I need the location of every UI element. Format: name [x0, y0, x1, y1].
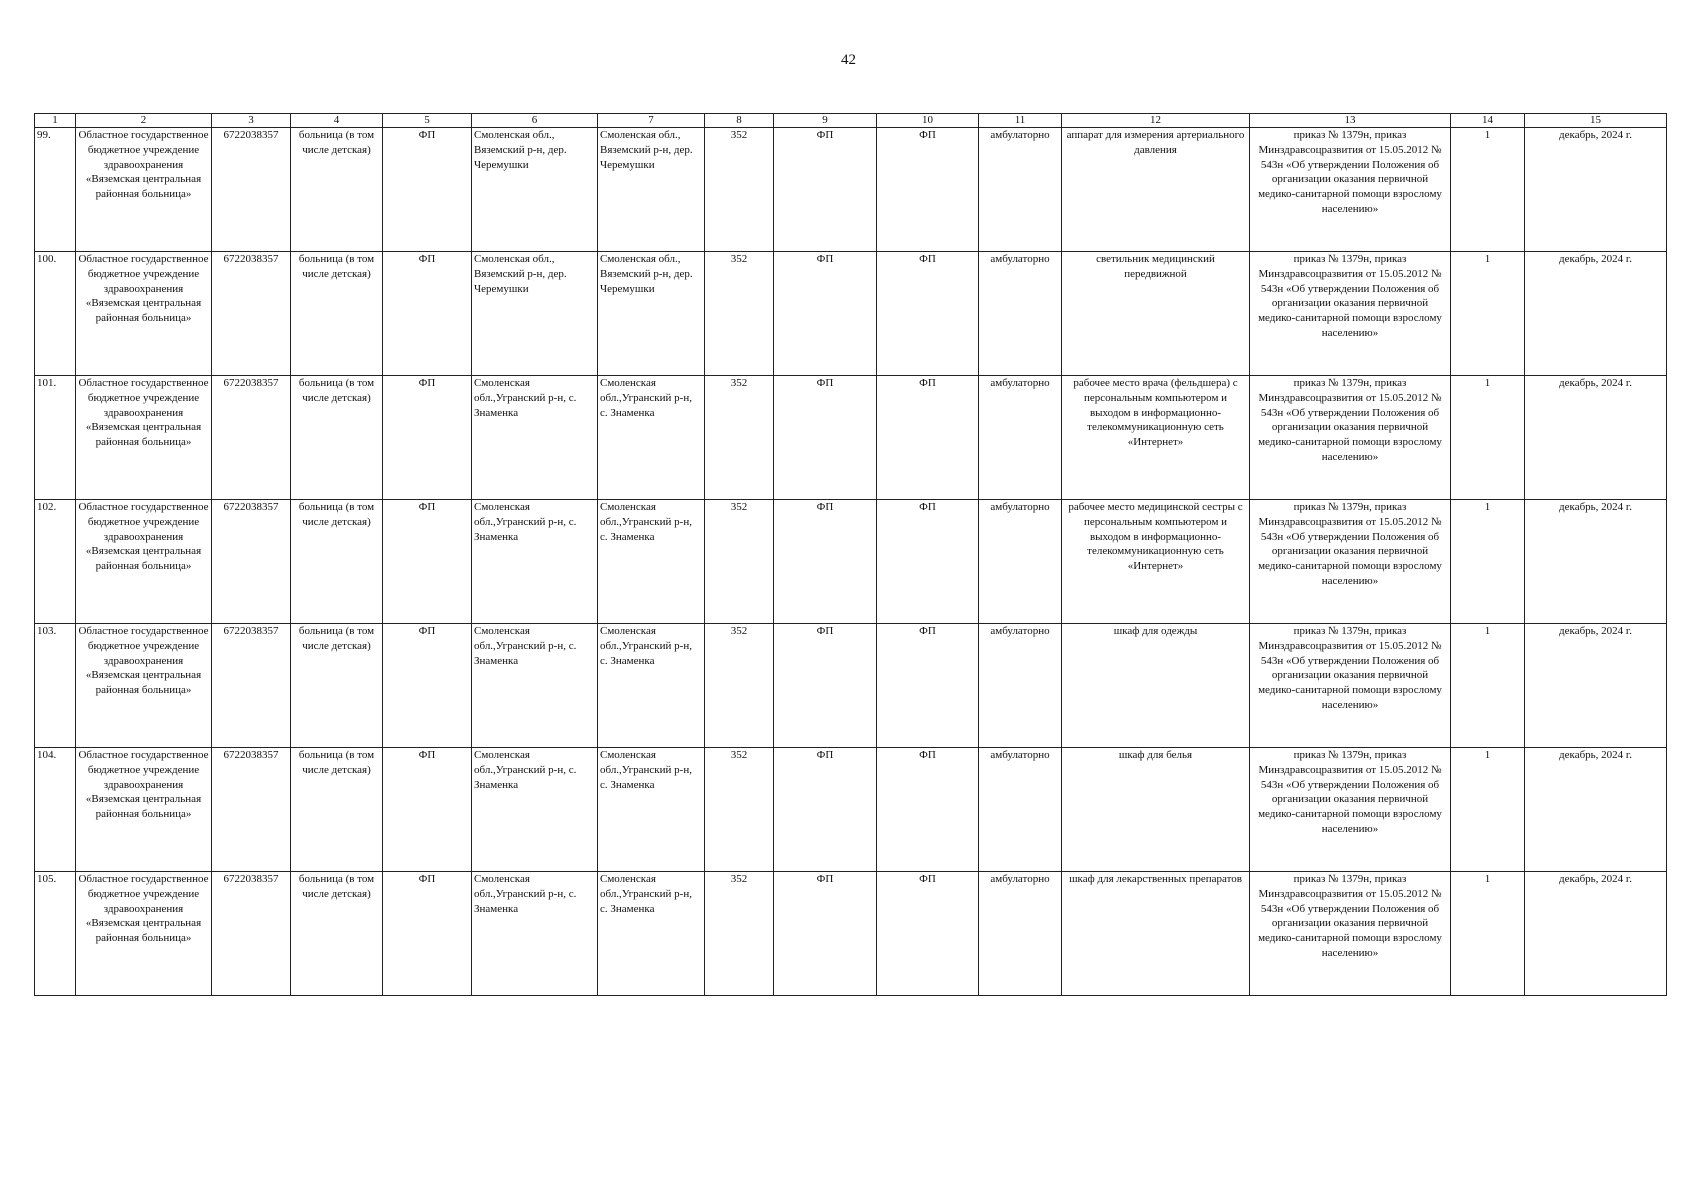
- facility-type: больница (в том числе детская): [291, 252, 383, 376]
- column-9-value: ФП: [774, 376, 877, 500]
- table-row: [35, 376, 1667, 500]
- organization-name: Областное государственное бюджетное учреждение здравоохранения «Вяземская центральная районная больница»: [76, 376, 212, 500]
- care-mode: амбулаторно: [979, 624, 1062, 748]
- equipment-name: аппарат для измерения артериального давления: [1062, 128, 1250, 252]
- care-mode: амбулаторно: [979, 500, 1062, 624]
- inn: 6722038357: [212, 624, 291, 748]
- quantity: 1: [1451, 252, 1525, 376]
- equipment-name: шкаф для белья: [1062, 748, 1250, 872]
- legal-basis: приказ № 1379н, приказ Минздравсоцразвития от 15.05.2012 № 543н «Об утверждении Положения об организации оказания первичной медико-санитарной помощи взрослому населению»: [1250, 376, 1451, 500]
- inn: 6722038357: [212, 872, 291, 996]
- table-row: [35, 872, 1667, 996]
- code: 352: [705, 500, 774, 624]
- row-number: 103.: [35, 624, 76, 748]
- quantity: 1: [1451, 376, 1525, 500]
- column-9-value: ФП: [774, 500, 877, 624]
- actual-address: Смоленская обл.,Угранский р-н, с. Знаменка: [598, 872, 705, 996]
- quantity: 1: [1451, 748, 1525, 872]
- column-number: 1: [35, 114, 76, 128]
- column-number: 2: [76, 114, 212, 128]
- due-date: декабрь, 2024 г.: [1525, 748, 1667, 872]
- column-number: 11: [979, 114, 1062, 128]
- column-10-value: ФП: [877, 376, 979, 500]
- quantity: 1: [1451, 624, 1525, 748]
- column-10-value: ФП: [877, 872, 979, 996]
- due-date: декабрь, 2024 г.: [1525, 624, 1667, 748]
- equipment-name: рабочее место медицинской сестры с персональным компьютером и выходом в информационно-телекоммуникационную сеть «Интернет»: [1062, 500, 1250, 624]
- table-row: [35, 748, 1667, 872]
- unit: ФП: [383, 748, 472, 872]
- organization-name: Областное государственное бюджетное учреждение здравоохранения «Вяземская центральная районная больница»: [76, 500, 212, 624]
- organization-name: Областное государственное бюджетное учреждение здравоохранения «Вяземская центральная районная больница»: [76, 128, 212, 252]
- unit: ФП: [383, 872, 472, 996]
- facility-type: больница (в том числе детская): [291, 872, 383, 996]
- legal-address: Смоленская обл.,Угранский р-н, с. Знаменка: [472, 624, 598, 748]
- unit: ФП: [383, 500, 472, 624]
- unit: ФП: [383, 128, 472, 252]
- due-date: декабрь, 2024 г.: [1525, 872, 1667, 996]
- column-10-value: ФП: [877, 500, 979, 624]
- care-mode: амбулаторно: [979, 128, 1062, 252]
- row-number: 101.: [35, 376, 76, 500]
- actual-address: Смоленская обл., Вяземский р-н, дер. Черемушки: [598, 128, 705, 252]
- care-mode: амбулаторно: [979, 252, 1062, 376]
- legal-address: Смоленская обл., Вяземский р-н, дер. Черемушки: [472, 128, 598, 252]
- column-9-value: ФП: [774, 872, 877, 996]
- row-number: 105.: [35, 872, 76, 996]
- table-row: [35, 500, 1667, 624]
- column-number-row: [35, 114, 1667, 128]
- column-9-value: ФП: [774, 748, 877, 872]
- inn: 6722038357: [212, 128, 291, 252]
- code: 352: [705, 376, 774, 500]
- actual-address: Смоленская обл.,Угранский р-н, с. Знаменка: [598, 624, 705, 748]
- code: 352: [705, 128, 774, 252]
- column-10-value: ФП: [877, 748, 979, 872]
- organization-name: Областное государственное бюджетное учреждение здравоохранения «Вяземская центральная районная больница»: [76, 252, 212, 376]
- care-mode: амбулаторно: [979, 872, 1062, 996]
- column-number: 5: [383, 114, 472, 128]
- legal-address: Смоленская обл.,Угранский р-н, с. Знаменка: [472, 872, 598, 996]
- table-row: [35, 128, 1667, 252]
- column-10-value: ФП: [877, 128, 979, 252]
- code: 352: [705, 252, 774, 376]
- page-number: 42: [841, 52, 856, 68]
- facility-type: больница (в том числе детская): [291, 500, 383, 624]
- row-number: 102.: [35, 500, 76, 624]
- column-10-value: ФП: [877, 252, 979, 376]
- quantity: 1: [1451, 500, 1525, 624]
- due-date: декабрь, 2024 г.: [1525, 500, 1667, 624]
- legal-basis: приказ № 1379н, приказ Минздравсоцразвития от 15.05.2012 № 543н «Об утверждении Положения об организации оказания первичной медико-санитарной помощи взрослому населению»: [1250, 624, 1451, 748]
- row-number: 99.: [35, 128, 76, 252]
- organization-name: Областное государственное бюджетное учреждение здравоохранения «Вяземская центральная районная больница»: [76, 624, 212, 748]
- due-date: декабрь, 2024 г.: [1525, 128, 1667, 252]
- column-number: 3: [212, 114, 291, 128]
- legal-basis: приказ № 1379н, приказ Минздравсоцразвития от 15.05.2012 № 543н «Об утверждении Положения об организации оказания первичной медико-санитарной помощи взрослому населению»: [1250, 128, 1451, 252]
- column-10-value: ФП: [877, 624, 979, 748]
- equipment-name: шкаф для лекарственных препаратов: [1062, 872, 1250, 996]
- inn: 6722038357: [212, 376, 291, 500]
- column-9-value: ФП: [774, 624, 877, 748]
- equipment-name: светильник медицинский передвижной: [1062, 252, 1250, 376]
- unit: ФП: [383, 376, 472, 500]
- column-number: 15: [1525, 114, 1667, 128]
- column-number: 13: [1250, 114, 1451, 128]
- equipment-name: рабочее место врача (фельдшера) с персональным компьютером и выходом в информационно-телекоммуникационную сеть «Интернет»: [1062, 376, 1250, 500]
- column-number: 4: [291, 114, 383, 128]
- equipment-table: [34, 113, 1667, 996]
- code: 352: [705, 748, 774, 872]
- row-number: 104.: [35, 748, 76, 872]
- unit: ФП: [383, 252, 472, 376]
- legal-basis: приказ № 1379н, приказ Минздравсоцразвития от 15.05.2012 № 543н «Об утверждении Положения об организации оказания первичной медико-санитарной помощи взрослому населению»: [1250, 748, 1451, 872]
- quantity: 1: [1451, 128, 1525, 252]
- column-number: 12: [1062, 114, 1250, 128]
- legal-basis: приказ № 1379н, приказ Минздравсоцразвития от 15.05.2012 № 543н «Об утверждении Положения об организации оказания первичной медико-санитарной помощи взрослому населению»: [1250, 872, 1451, 996]
- actual-address: Смоленская обл.,Угранский р-н, с. Знаменка: [598, 500, 705, 624]
- inn: 6722038357: [212, 252, 291, 376]
- row-number: 100.: [35, 252, 76, 376]
- inn: 6722038357: [212, 500, 291, 624]
- facility-type: больница (в том числе детская): [291, 376, 383, 500]
- care-mode: амбулаторно: [979, 376, 1062, 500]
- care-mode: амбулаторно: [979, 748, 1062, 872]
- column-number: 7: [598, 114, 705, 128]
- facility-type: больница (в том числе детская): [291, 624, 383, 748]
- inn: 6722038357: [212, 748, 291, 872]
- legal-address: Смоленская обл.,Угранский р-н, с. Знаменка: [472, 748, 598, 872]
- actual-address: Смоленская обл., Вяземский р-н, дер. Черемушки: [598, 252, 705, 376]
- due-date: декабрь, 2024 г.: [1525, 252, 1667, 376]
- table-row: [35, 252, 1667, 376]
- code: 352: [705, 624, 774, 748]
- actual-address: Смоленская обл.,Угранский р-н, с. Знаменка: [598, 376, 705, 500]
- legal-address: Смоленская обл.,Угранский р-н, с. Знаменка: [472, 500, 598, 624]
- actual-address: Смоленская обл.,Угранский р-н, с. Знаменка: [598, 748, 705, 872]
- column-number: 8: [705, 114, 774, 128]
- column-number: 6: [472, 114, 598, 128]
- table-row: [35, 624, 1667, 748]
- column-9-value: ФП: [774, 128, 877, 252]
- code: 352: [705, 872, 774, 996]
- legal-basis: приказ № 1379н, приказ Минздравсоцразвития от 15.05.2012 № 543н «Об утверждении Положения об организации оказания первичной медико-санитарной помощи взрослому населению»: [1250, 500, 1451, 624]
- column-number: 9: [774, 114, 877, 128]
- column-number: 14: [1451, 114, 1525, 128]
- column-9-value: ФП: [774, 252, 877, 376]
- quantity: 1: [1451, 872, 1525, 996]
- equipment-name: шкаф для одежды: [1062, 624, 1250, 748]
- organization-name: Областное государственное бюджетное учреждение здравоохранения «Вяземская центральная районная больница»: [76, 748, 212, 872]
- legal-address: Смоленская обл.,Угранский р-н, с. Знаменка: [472, 376, 598, 500]
- legal-basis: приказ № 1379н, приказ Минздравсоцразвития от 15.05.2012 № 543н «Об утверждении Положения об организации оказания первичной медико-санитарной помощи взрослому населению»: [1250, 252, 1451, 376]
- unit: ФП: [383, 624, 472, 748]
- due-date: декабрь, 2024 г.: [1525, 376, 1667, 500]
- facility-type: больница (в том числе детская): [291, 128, 383, 252]
- organization-name: Областное государственное бюджетное учреждение здравоохранения «Вяземская центральная районная больница»: [76, 872, 212, 996]
- facility-type: больница (в том числе детская): [291, 748, 383, 872]
- legal-address: Смоленская обл., Вяземский р-н, дер. Черемушки: [472, 252, 598, 376]
- column-number: 10: [877, 114, 979, 128]
